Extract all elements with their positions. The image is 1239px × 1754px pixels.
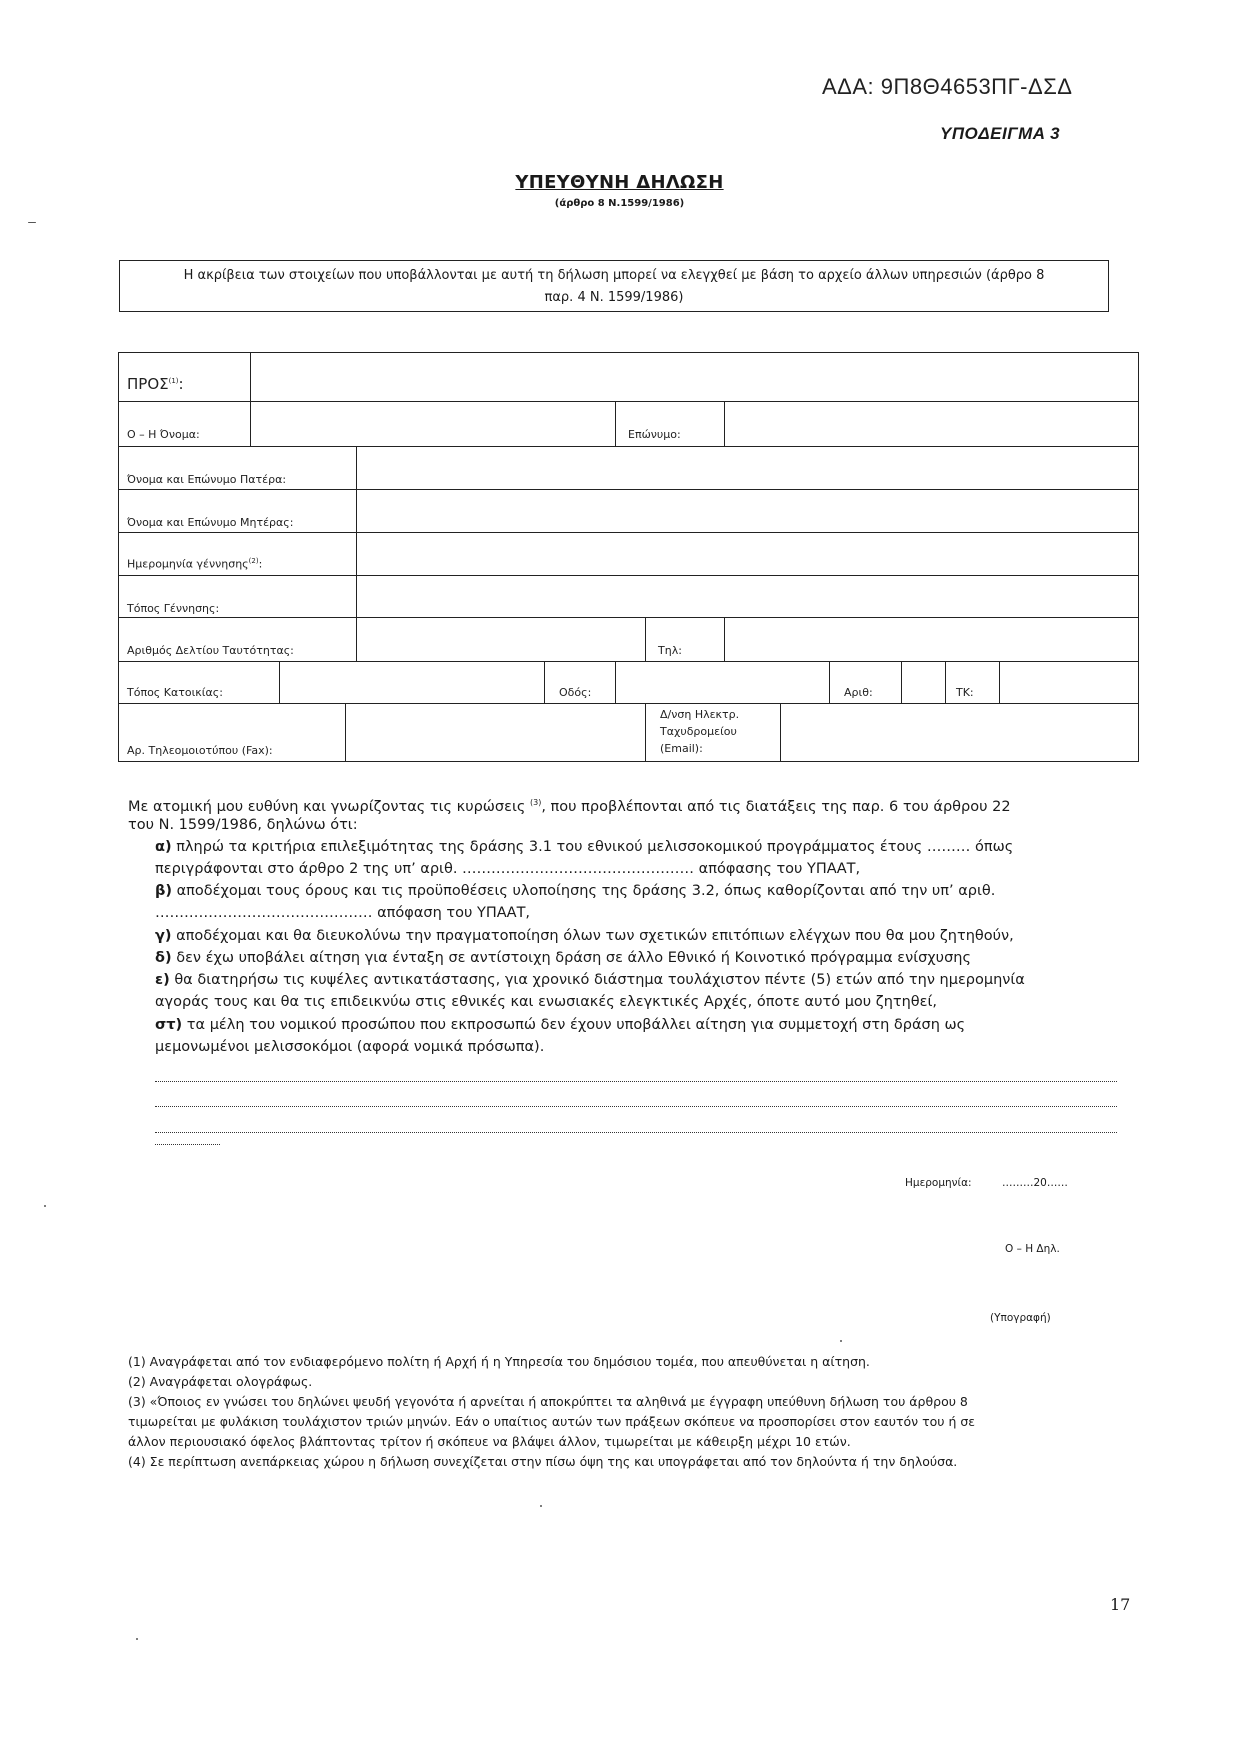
- email-field[interactable]: [780, 703, 1139, 762]
- extra-line-3[interactable]: [155, 1131, 1117, 1133]
- footnote-3-line-3: άλλον περιουσιακό όφελος βλάπτοντας τρίτον ή σκόπευε να βλάψει άλλον, τιμωρείται με κάθειρξη μέχρι 10 ετών.: [128, 1434, 851, 1449]
- footnote-2: (2) Αναγράφεται ολογράφως.: [128, 1374, 313, 1389]
- last-name-field[interactable]: [724, 401, 1139, 447]
- mother-label-cell: [118, 489, 357, 533]
- number-field[interactable]: [901, 661, 946, 704]
- declaration-item-b: β) αποδέχομαι τους όρους και τις προϋποθέσεις υλοποίησης της δράσης 3.2, όπως καθορίζονται από την υπ’ αριθ. ……………………………………… απόφαση του ΥΠΑΑΤ,: [155, 883, 996, 921]
- phone-label-cell: [645, 617, 725, 662]
- residence-field[interactable]: [279, 661, 545, 704]
- street-label-cell: [544, 661, 616, 704]
- ada-code: ΑΔΑ: 9Π8Θ4653ΠΓ-ΔΣΔ: [822, 74, 1073, 99]
- street-field[interactable]: [615, 661, 830, 704]
- scan-speck: [540, 1505, 542, 1507]
- declaration-item-e: ε) θα διατηρήσω τις κυψέλες αντικατάστασης, για χρονικό διάστημα τουλάχιστον πέντε (5) ετών από την ημερομηνία αγοράς τους και θα τις επιδεικνύω στις εθνικές και ενωσιακές ελεγκτικές Αρχές, όποτε αυτό μου ζητηθεί,: [155, 972, 1025, 1010]
- footnote-3-line-2: τιμωρείται με φυλάκιση τουλάχιστον τριών μηνών. Εάν ο υπαίτιος αυτών των πράξεων σκόπευε να προσπορίσει στον εαυτόν του ή σε: [128, 1414, 976, 1429]
- number-label: Αριθ:: [844, 686, 873, 699]
- scan-speck: [44, 1205, 46, 1207]
- footnote-4: (4) Σε περίπτωση ανεπάρκειας χώρου η δήλωση συνεχίζεται στην πίσω όψη της και υπογράφεται από τον δηλούντα ή την δηλούσα.: [128, 1454, 958, 1469]
- declarant-label: Ο – Η Δηλ.: [1005, 1243, 1060, 1255]
- footnote-1: (1) Αναγράφεται από τον ενδιαφερόμενο πολίτη ή Αρχή ή η Υπηρεσία του δημόσιου τομέα, που απευθύνεται η αίτηση.: [128, 1354, 870, 1369]
- father-label-cell: [118, 446, 357, 490]
- signature-label: (Υπογραφή): [990, 1312, 1051, 1324]
- declaration-item-f: στ) τα μέλη του νομικού προσώπου που εκπροσωπώ δεν έχουν υποβάλλει αίτηση για συμμετοχή στη δράση ως μεμονωμένοι μελισσοκόμοι (αφορά νομικά πρόσωπα).: [155, 1017, 966, 1055]
- birthplace-label: Τόπος Γέννησης:: [127, 602, 220, 615]
- scan-speck: [28, 222, 36, 223]
- father-label: Όνομα και Επώνυμο Πατέρα:: [127, 473, 287, 486]
- last-name-label-cell: [615, 401, 725, 447]
- model-label: ΥΠΟΔΕΙΓΜΑ 3: [940, 124, 1061, 143]
- date-label: Ημερομηνία:: [905, 1177, 972, 1189]
- footnote-3-line-1: (3) «Όποιος εν γνώσει του δηλώνει ψευδή γεγονότα ή αρνείται ή αποκρύπτει τα αληθινά με έγγραφη υπεύθυνη δήλωση του άρθρου 8: [128, 1394, 968, 1409]
- postal-label-cell: [945, 661, 1000, 704]
- father-field[interactable]: [356, 446, 1139, 490]
- extra-line-2[interactable]: [155, 1105, 1117, 1107]
- date-value[interactable]: ………20……: [1002, 1177, 1068, 1189]
- email-label-line-1: Δ/νση Ηλεκτρ.: [660, 708, 740, 721]
- declaration-intro-line-2: του Ν. 1599/1986, δηλώνω ότι:: [128, 817, 358, 833]
- first-name-label: Ο – Η Όνομα:: [127, 428, 200, 441]
- id-label-cell: [118, 617, 357, 662]
- mother-label: Όνομα και Επώνυμο Μητέρας:: [127, 516, 294, 529]
- fax-field[interactable]: [345, 703, 646, 762]
- to-field[interactable]: [250, 352, 1139, 402]
- document-title: ΥΠΕΥΘΥΝΗ ΔΗΛΩΣΗ: [515, 172, 724, 193]
- birthdate-label-cell: [118, 532, 357, 576]
- postal-label: ΤΚ:: [956, 686, 974, 699]
- street-label: Οδός:: [559, 686, 592, 699]
- scan-speck: [136, 1638, 138, 1640]
- email-label-cell: [645, 703, 781, 762]
- declaration-item-d: δ) δεν έχω υποβάλει αίτηση για ένταξη σε αντίστοιχη δράση σε άλλο Εθνικό ή Κοινοτικό πρόγραμμα ενίσχυσης: [155, 950, 971, 966]
- page-number: 17: [1110, 1595, 1131, 1614]
- id-label: Αριθμός Δελτίου Ταυτότητας:: [127, 644, 294, 657]
- phone-label: Τηλ:: [658, 644, 682, 657]
- email-label-line-2: Ταχυδρομείου: [660, 725, 737, 738]
- declaration-item-c: γ) αποδέχομαι και θα διευκολύνω την πραγματοποίηση όλων των σχετικών επιτόπιων ελέγχων που θα μου ζητηθούν,: [155, 928, 1014, 944]
- birthplace-field[interactable]: [356, 575, 1139, 618]
- fax-label: Αρ. Τηλεομοιοτύπου (Fax):: [127, 744, 273, 757]
- declaration-item-a: α) πληρώ τα κριτήρια επιλεξιμότητας της δράσης 3.1 του εθνικού μελισσοκομικού προγράμματος έτους ……… όπως περιγράφονται στο άρθρο 2 της υπ’ αριθ. ………………………………………… απόφασης του ΥΠΑΑΤ,: [155, 839, 1014, 877]
- notice-line-1: Η ακρίβεια των στοιχείων που υποβάλλονται με αυτή τη δήλωση μπορεί να ελεγχθεί με βάση το αρχείο άλλων υπηρεσιών (άρθρο 8: [183, 268, 1045, 283]
- email-label-line-3: (Email):: [660, 742, 703, 755]
- extra-line-1[interactable]: [155, 1080, 1117, 1082]
- document-subtitle: (άρθρο 8 Ν.1599/1986): [554, 198, 685, 209]
- birthdate-field[interactable]: [356, 532, 1139, 576]
- first-name-field[interactable]: [250, 401, 616, 447]
- last-name-label: Επώνυμο:: [628, 428, 681, 441]
- to-label: ΠΡΟΣ$^{(1)}$:: [127, 375, 184, 393]
- extra-line-4[interactable]: [155, 1143, 220, 1145]
- to-label-cell: [118, 352, 251, 402]
- mother-field[interactable]: [356, 489, 1139, 533]
- birthplace-label-cell: [118, 575, 357, 618]
- declaration-intro: Με ατομική μου ευθύνη και γνωρίζοντας τις κυρώσεις $^{(3)}$, που προβλέπονται από τις διατάξεις της παρ. 6 του άρθρου 22: [128, 798, 1011, 815]
- personal-details-form: [118, 352, 1139, 767]
- postal-field[interactable]: [999, 661, 1139, 704]
- id-number-field[interactable]: [356, 617, 646, 662]
- scan-speck: [840, 1340, 842, 1342]
- residence-label: Τόπος Κατοικίας:: [127, 686, 223, 699]
- verification-notice: [119, 260, 1109, 312]
- first-name-label-cell: [118, 401, 251, 447]
- phone-field[interactable]: [724, 617, 1139, 662]
- birthdate-label: Ημερομηνία γέννησης$^{(2)}$:: [127, 557, 263, 571]
- notice-line-2: παρ. 4 Ν. 1599/1986): [544, 290, 684, 305]
- fax-label-cell: [118, 703, 346, 762]
- number-label-cell: [829, 661, 902, 704]
- residence-label-cell: [118, 661, 280, 704]
